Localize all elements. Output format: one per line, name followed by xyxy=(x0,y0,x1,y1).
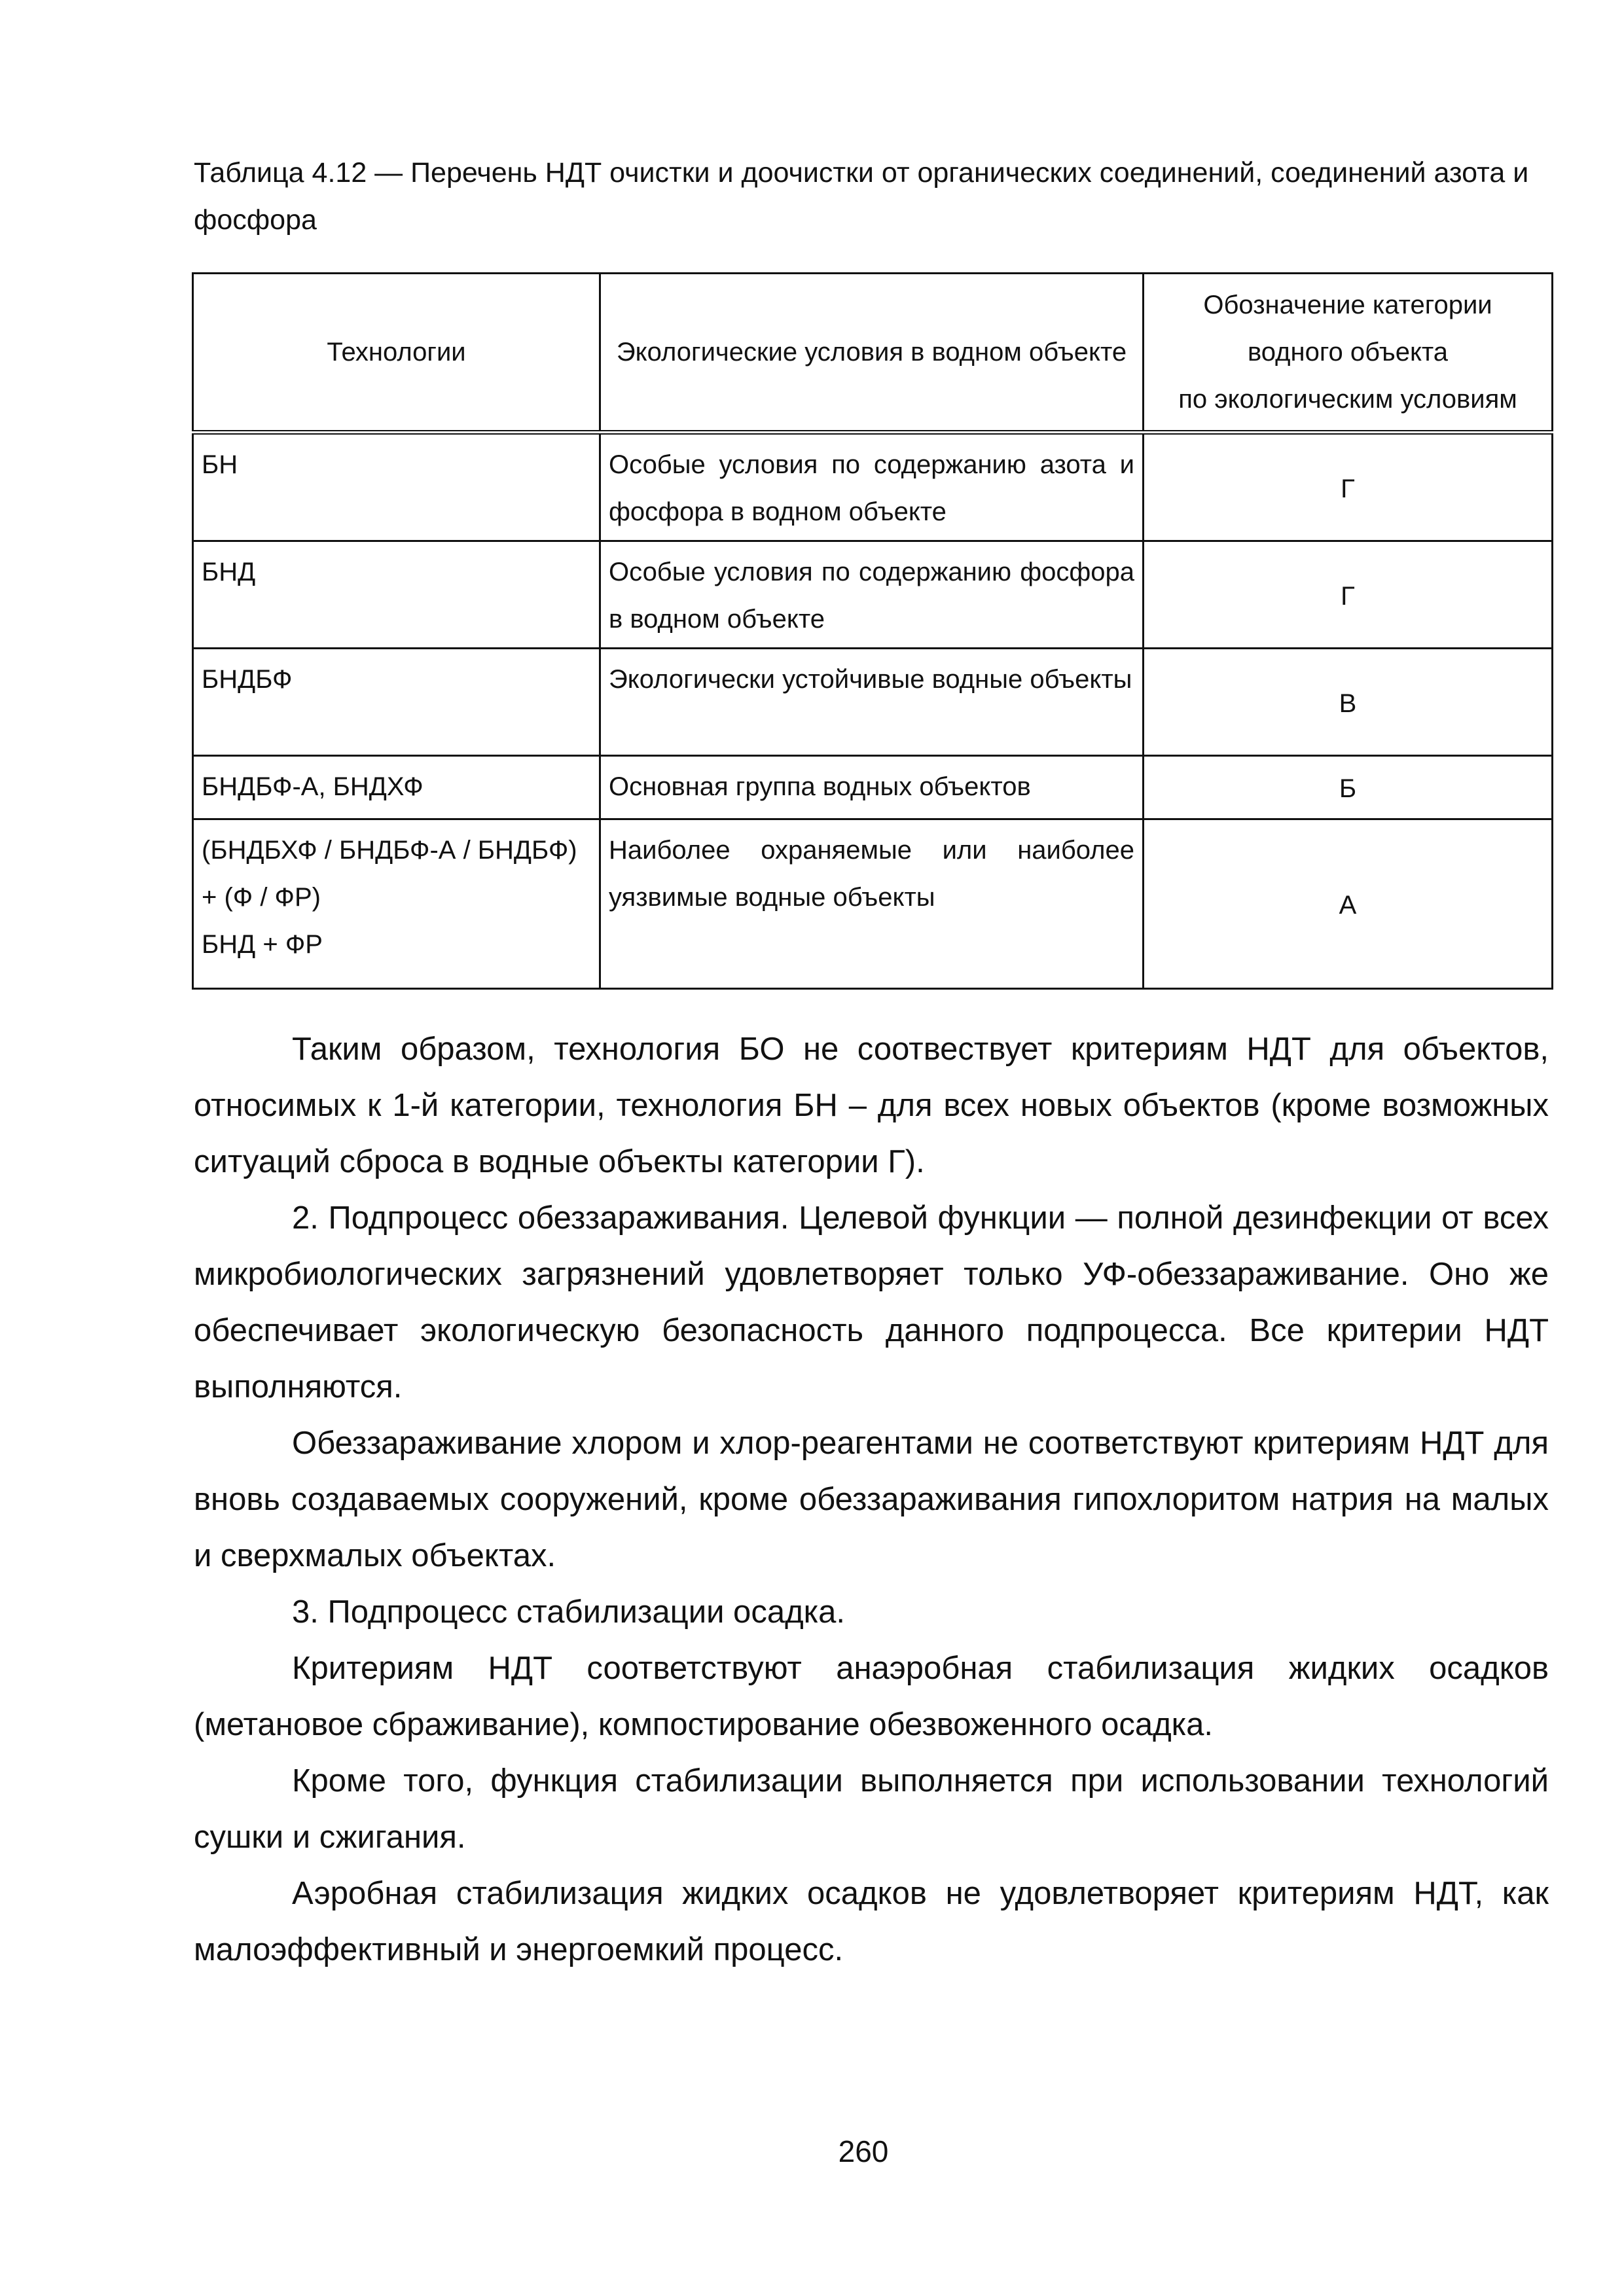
header-category xyxy=(1144,274,1553,433)
cell-conditions: Особые условия по содержанию фосфора в водном объекте xyxy=(600,541,1144,649)
cell-technology xyxy=(193,819,600,989)
cell-category: Г xyxy=(1144,541,1553,649)
paragraph: Обеззараживание хлором и хлор-реагентами не соответствуют критериям НДТ для вновь создаваемых сооружений, кроме обеззараживания гипохлоритом натрия на малых и сверхмалых объектах. xyxy=(194,1426,1549,1573)
cell-technology: БНД xyxy=(193,541,600,649)
table-caption: Таблица 4.12 — Перечень НДТ очистки и доочистки от органических соединений, соединений азота и фосфора xyxy=(194,157,1529,236)
cell-conditions: Экологически устойчивые водные объекты xyxy=(600,649,1144,756)
page-number: 260 xyxy=(838,2134,889,2168)
paragraph: Кроме того, функция стабилизации выполняется при использовании технологий сушки и сжигания. xyxy=(194,1763,1549,1855)
cell-category: Г xyxy=(1144,433,1553,541)
cell-technology: БН xyxy=(193,433,600,541)
header-technologies: Технологии xyxy=(193,274,600,433)
table-row xyxy=(193,756,1553,819)
paragraph: Таким образом, технология БО не соотвествует критериям НДТ для объектов, относимых к 1-й категории, технология БН – для всех новых объектов (кроме возможных ситуаций сброса в водные объекты категории Г). xyxy=(194,1031,1549,1179)
cell-technology: БНДБФ xyxy=(193,649,600,756)
cell-conditions: Наиболее охраняемые или наиболее уязвимые водные объекты xyxy=(600,819,1144,989)
header-category-line: Обозначение категории xyxy=(1203,291,1492,319)
header-category-line: водного объекта xyxy=(1247,338,1449,367)
cell-category: Б xyxy=(1144,756,1553,819)
table-header-row xyxy=(193,274,1553,433)
cell-category: В xyxy=(1144,649,1553,756)
technology-combination: БНД + ФР xyxy=(202,930,323,959)
header-eco-conditions: Экологические условия в водном объекте xyxy=(600,274,1144,433)
header-category-line: по экологическим условиям xyxy=(1178,385,1517,414)
cell-conditions: Основная группа водных объектов xyxy=(600,756,1144,819)
paragraph: 3. Подпроцесс стабилизации осадка. xyxy=(292,1594,846,1630)
technology-combination: (БНДБХФ / БНДБФ-А / БНДБФ) + (Ф / ФР) xyxy=(202,836,577,912)
cell-category: А xyxy=(1144,819,1553,989)
cell-technology: БНДБФ-А, БНДХФ xyxy=(193,756,600,819)
paragraph: Критериям НДТ соответствуют анаэробная стабилизация жидких осадков (метановое сбраживание), компостирование обезвоженного осадка. xyxy=(194,1651,1549,1742)
paragraph: 2. Подпроцесс обеззараживания. Целевой функции — полной дезинфекции от всех микробиологических загрязнений удовлетворяет только УФ-обеззараживание. Оно же обеспечивает экологическую безопасность данного подпроцесса. Все критерии НДТ выполняются. xyxy=(194,1200,1549,1405)
table-row xyxy=(193,541,1553,649)
table-row xyxy=(193,433,1553,541)
body-text xyxy=(194,1021,1549,1978)
table-row xyxy=(193,649,1553,756)
cell-conditions: Особые условия по содержанию азота и фосфора в водном объекте xyxy=(600,433,1144,541)
table-row xyxy=(193,819,1553,989)
paragraph: Аэробная стабилизация жидких осадков не удовлетворяет критериям НДТ, как малоэффективный и энергоемкий процесс. xyxy=(194,1876,1549,1967)
ndt-table xyxy=(192,272,1553,990)
